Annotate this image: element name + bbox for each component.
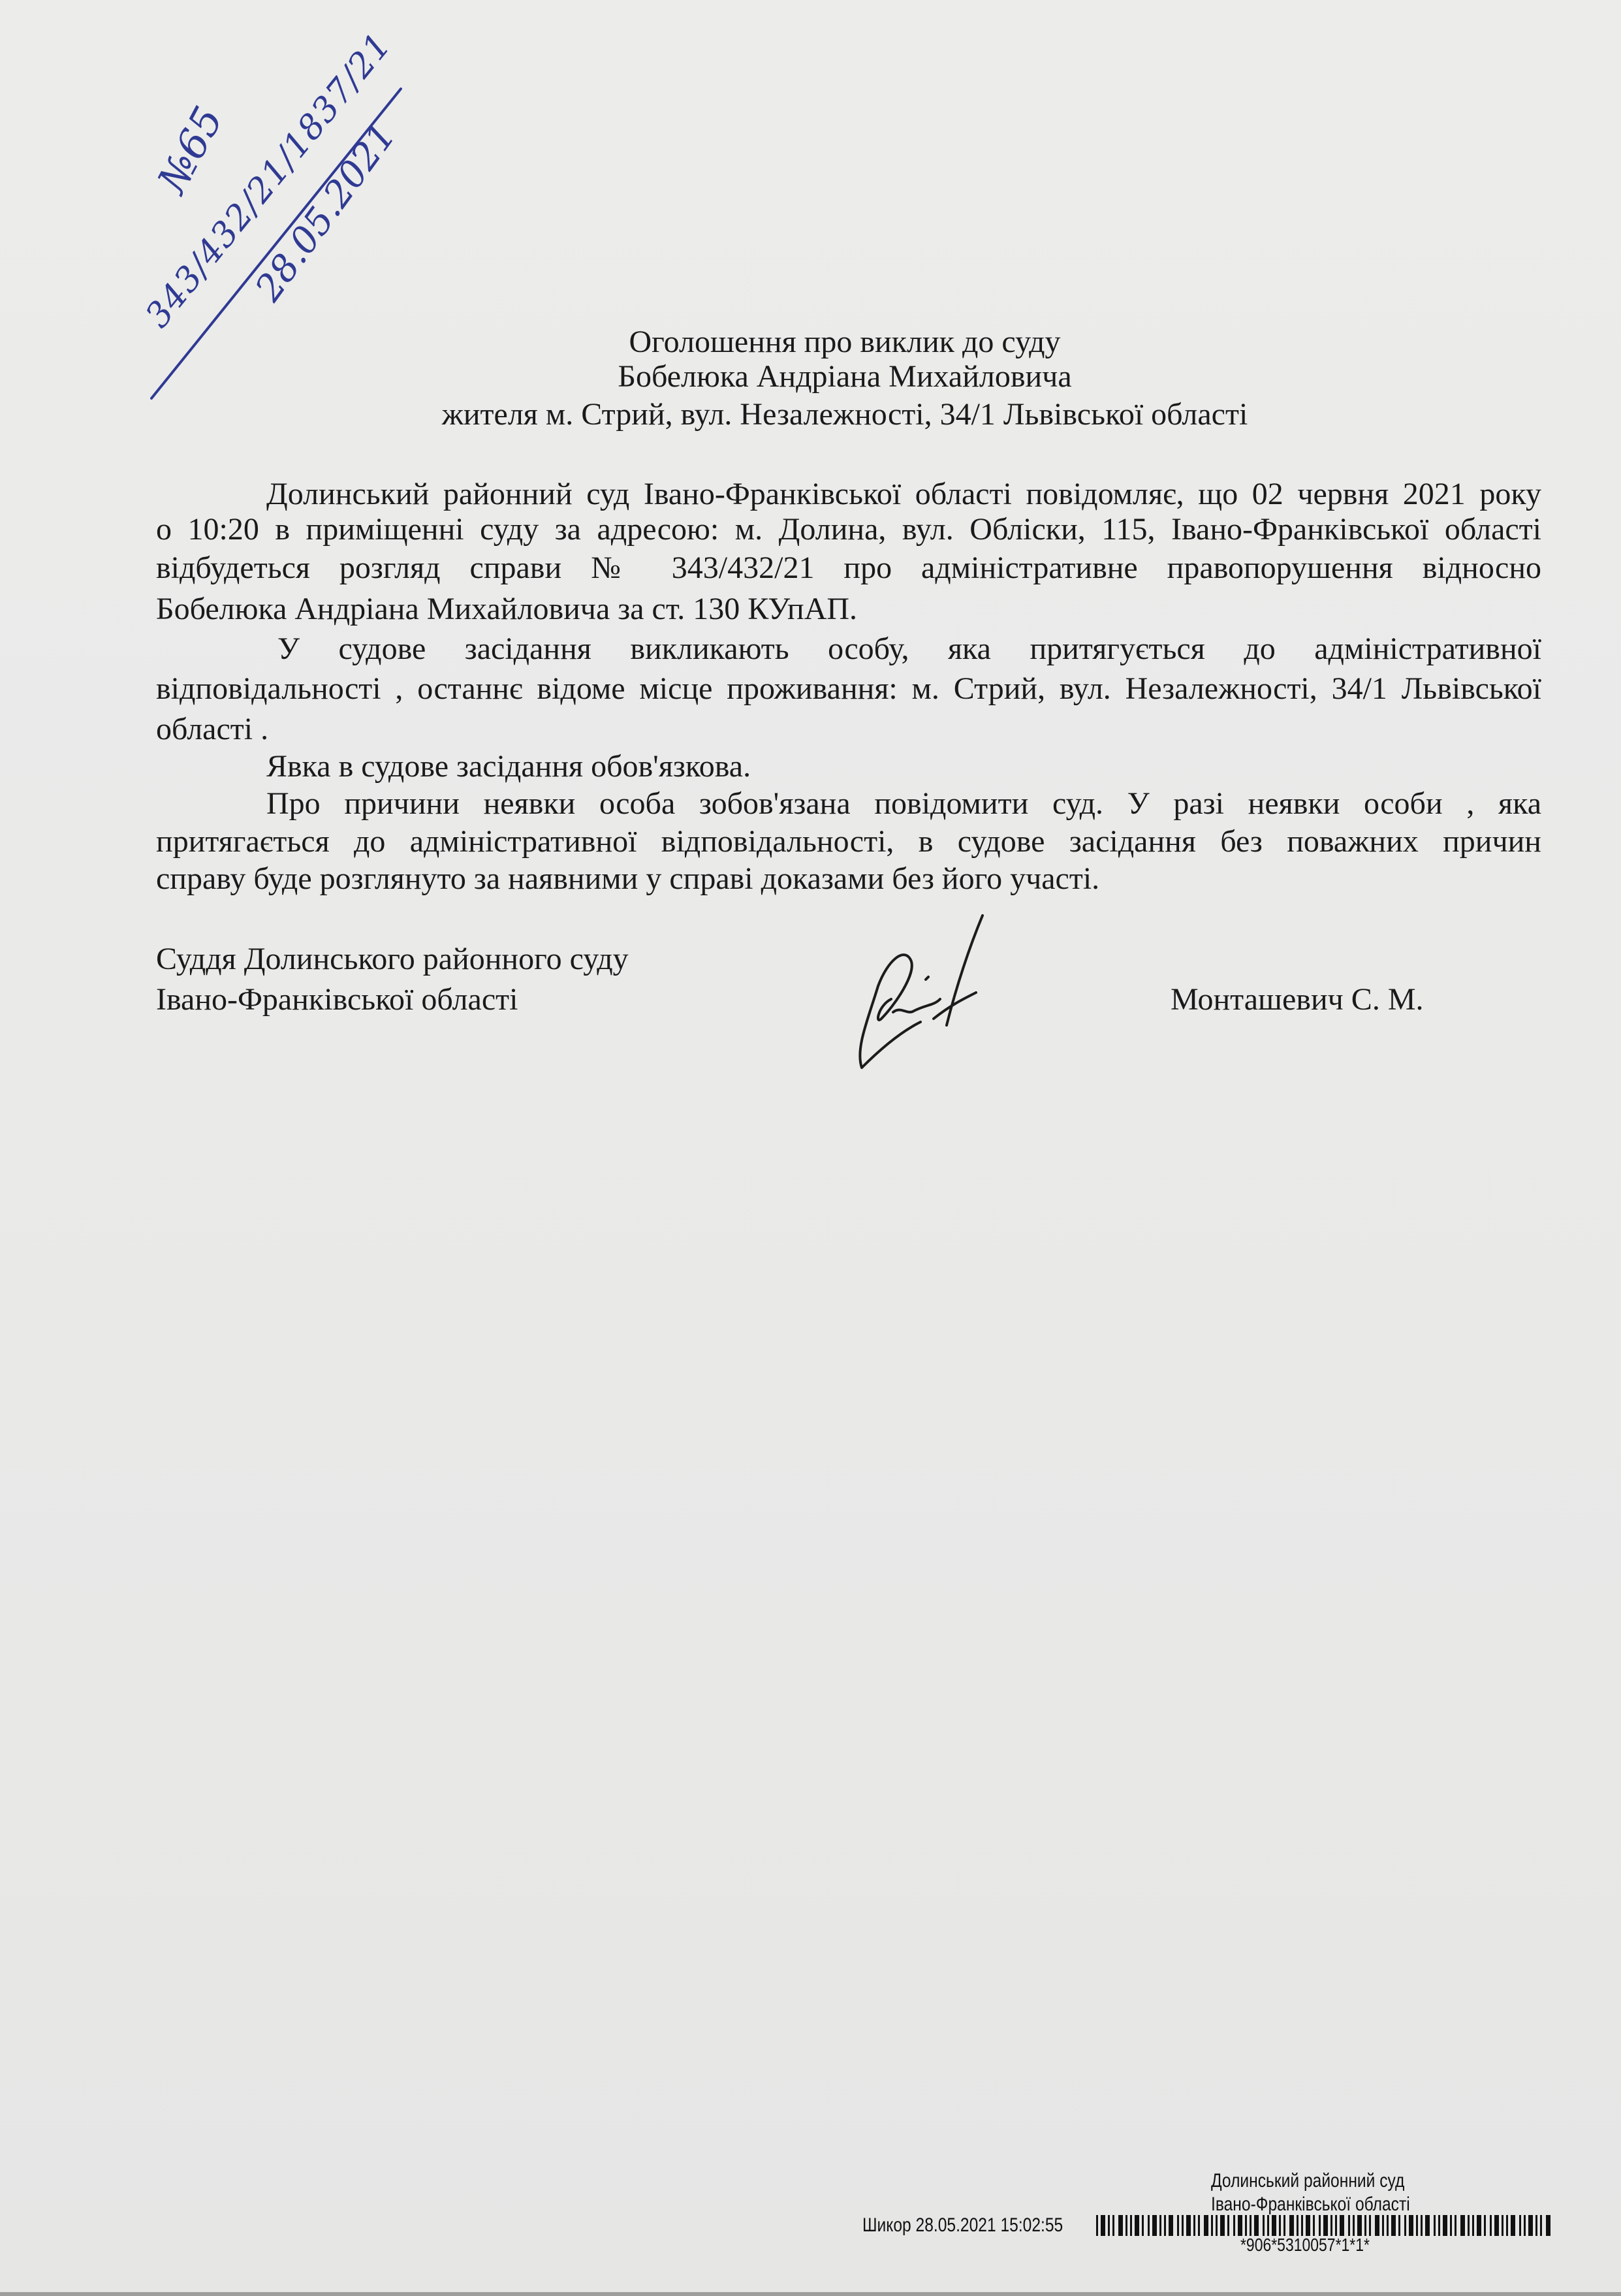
- barcode-bar: [1142, 2215, 1144, 2236]
- judge-signature: [842, 908, 999, 1077]
- barcode-bar: [1101, 2215, 1105, 2236]
- barcode-bar: [1193, 2215, 1195, 2236]
- barcode-bar: [1130, 2215, 1132, 2236]
- barcode-bar: [1477, 2215, 1481, 2236]
- barcode-bar: [1455, 2215, 1456, 2236]
- paragraph-2-line-2: відповідальності , останнє відоме місце проживання: м. Стрий, вул. Незалежності, 34/1 Львівської: [156, 671, 1541, 706]
- judge-name: Монташевич С. М.: [1171, 982, 1424, 1017]
- attendance-mandatory: Явка в судове засідання обов'язкова.: [266, 749, 751, 784]
- registrar-stamp: Шикор 28.05.2021 15:02:55: [862, 2214, 1063, 2236]
- document-title: Оголошення про виклик до суду: [629, 325, 1061, 359]
- barcode-bar: [1227, 2215, 1229, 2236]
- paragraph-1-line-1: Долинський районний суд Івано-Франківської області повідомляє, що 02 червня 2021 року: [266, 477, 1541, 511]
- barcode-bar: [1220, 2215, 1225, 2236]
- paragraph-1-line-3: відбудеться розгляд справи № 343/432/21 про адміністративне правопорушення відносно: [156, 550, 1541, 585]
- barcode-bar: [1468, 2215, 1470, 2236]
- barcode-bar: [1118, 2215, 1123, 2236]
- footer-court-name: Долинський районний суд: [1211, 2170, 1405, 2192]
- footer-court-region: Івано-Франківської області: [1211, 2193, 1410, 2215]
- barcode-bar: [1152, 2215, 1157, 2236]
- paragraph-2-line-3: області .: [156, 712, 269, 746]
- barcode-bar: [1421, 2215, 1423, 2236]
- barcode-bar: [1494, 2215, 1499, 2236]
- barcode-bar: [1375, 2215, 1379, 2236]
- barcode-bar: [1425, 2215, 1430, 2236]
- barcode-bar: [1398, 2215, 1400, 2236]
- paragraph-1-line-4: Бобелюка Андріана Михайловича за ст. 130 КУпАП.: [156, 592, 858, 626]
- barcode-bar: [1490, 2215, 1492, 2236]
- barcode-bar: [1391, 2215, 1396, 2236]
- barcode-bar: [1528, 2215, 1533, 2236]
- handwritten-number: №65: [148, 99, 232, 201]
- barcode-bar: [1502, 2215, 1503, 2236]
- summoned-person: Бобелюка Андріана Михайловича: [618, 359, 1072, 394]
- barcode-bar: [1135, 2215, 1139, 2236]
- barcode-bar: [1434, 2215, 1436, 2236]
- barcode-bar: [1148, 2215, 1150, 2236]
- barcode-bar: [1159, 2215, 1161, 2236]
- barcode-bar: [1177, 2215, 1179, 2236]
- barcode-bar: [1546, 2215, 1550, 2236]
- paragraph-2-line-1: У судове засідання викликають особу, яка притягується до адміністративної: [277, 631, 1541, 666]
- barcode-bar: [1519, 2215, 1521, 2236]
- barcode-bar: [1198, 2215, 1200, 2236]
- barcode-bar: [1450, 2215, 1452, 2236]
- judge-position-line-2: Івано-Франківської області: [156, 982, 518, 1017]
- barcode-bar: [1169, 2215, 1173, 2236]
- barcode-bar: [1404, 2215, 1406, 2236]
- paragraph-1-line-2: о 10:20 в приміщенні суду за адресою: м. Долина, вул. Обліски, 115, Івано-Франківської області: [156, 512, 1541, 547]
- barcode-bar: [1096, 2215, 1098, 2236]
- barcode-bar: [1409, 2215, 1413, 2236]
- barcode-bar: [1484, 2215, 1486, 2236]
- judge-position-line-1: Суддя Долинського районного суду: [156, 942, 629, 976]
- barcode-bar: [1204, 2215, 1208, 2236]
- barcode-bar: [1511, 2215, 1515, 2236]
- barcode-bar: [1216, 2215, 1218, 2236]
- paragraph-4-line-3: справу буде розглянуто за наявними у справі доказами без його участі.: [156, 861, 1100, 896]
- barcode-bar: [1108, 2215, 1110, 2236]
- barcode-bar: [1112, 2215, 1114, 2236]
- barcode-bar: [1125, 2215, 1127, 2236]
- barcode-bar: [1460, 2215, 1465, 2236]
- barcode-bar: [1506, 2215, 1508, 2236]
- barcode-bar: [1387, 2215, 1389, 2236]
- barcode-bar: [1233, 2215, 1235, 2236]
- barcode-bar: [1164, 2215, 1166, 2236]
- barcode-bar: [1540, 2215, 1542, 2236]
- barcode-bar: [1472, 2215, 1474, 2236]
- barcode-bar: [1211, 2215, 1213, 2236]
- barcode-bar: [1416, 2215, 1418, 2236]
- barcode-bar: [1438, 2215, 1440, 2236]
- barcode-bar: [1186, 2215, 1191, 2236]
- barcode-bar: [1524, 2215, 1526, 2236]
- barcode-text: *906*5310057*1*1*: [1240, 2235, 1370, 2255]
- barcode-bar: [1382, 2215, 1384, 2236]
- barcode-bar: [1535, 2215, 1537, 2236]
- scan-edge: [0, 2292, 1621, 2296]
- barcode-bar: [1182, 2215, 1184, 2236]
- person-residence: жителя м. Стрий, вул. Незалежності, 34/1 Львівської області: [441, 397, 1248, 432]
- barcode-bar: [1443, 2215, 1447, 2236]
- handwritten-case-ref: 343/432/21/1837/21: [138, 26, 399, 336]
- handwritten-date: 28.05.2021: [247, 115, 405, 310]
- paragraph-4-line-2: притягається до адміністративної відповідальності, в судове засідання без поважних причин: [156, 824, 1541, 859]
- paragraph-4-line-1: Про причини неявки особа зобов'язана повідомити суд. У разі неявки особи , яка: [266, 786, 1541, 821]
